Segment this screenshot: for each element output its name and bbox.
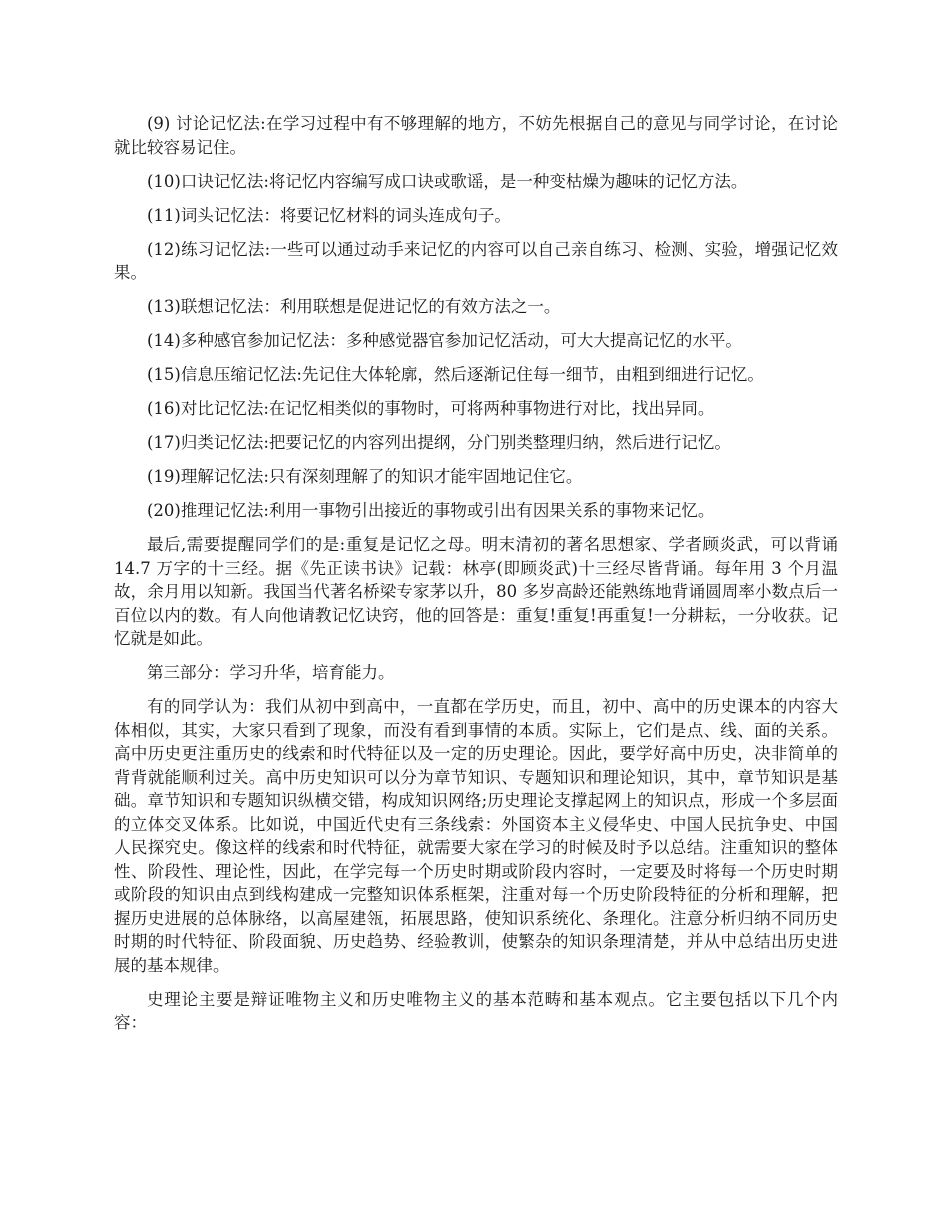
document-body [114,112,838,1045]
paragraph-method-20: (20)推理记忆法:利用一事物引出接近的事物或引出有因果关系的事物来记忆。 [147,501,715,520]
paragraph-method-16: (16)对比记忆法:在记忆相类似的事物时，可将两种事物进行对比，找出异同。 [147,399,715,418]
paragraph-method-14: (14)多种感官参加记忆法：多种感觉器官参加记忆活动，可大大提高记忆的水平。 [147,331,742,350]
paragraph-method-17: (17)归类记忆法:把要记忆的内容列出提纲，分门别类整理归纳，然后进行记忆。 [147,433,731,452]
paragraph-method-11: (11)词头记忆法：将要记忆材料的词头连成句子。 [147,205,511,225]
section-heading-part-three: 第三部分：学习升华，培育能力。 [147,663,395,682]
paragraph-method-19: (19)理解记忆法:只有深刻理解了的知识才能牢固地记住它。 [147,467,583,486]
paragraph-method-12: (12)练习记忆法:一些可以通过动手来记忆的内容可以自己亲自练习、检测、实验，增强记忆效果。 [114,239,838,282]
paragraph-history-structure: 有的同学认为：我们从初中到高中，一直都在学历史，而且，初中、高中的历史课本的内容大体相似，其实，大家只看到了现象，而没有看到事情的本质。实际上，它们是点、线、面的关系。高中历史更注重历史的线索和时代特征以及一定的历史理论。因此，要学好高中历史，决非简单的背背就能顺利过关。高中历史知识可以分为章节知识、专题知识和理论知识，其中，章节知识是基础。章节知识和专题知识纵横交错，构成知识网络;历史理论支撑起网上的知识点，形成一个多层面的立体交叉体系。比如说，中国近代史有三条线索：外国资本主义侵华史、中国人民抗争史、中国人民探究史。像这样的线索和时代特征，就需要大家在学习的时候及时予以总结。注重知识的整体性、阶段性、理论性，因此，在学完每一个历史时期或阶段内容时，一定要及时将每一个历史时期或阶段的知识由点到线构建成一完整知识体系框架，注重对每一个历史阶段特征的分析和理解，把握历史进展的总体脉络，以高屋建瓴，拓展思路，使知识系统化、条理化。注意分析归纳不同历史时期的时代特征、阶段面貌、历史趋势、经验教训，使繁杂的知识条理清楚，并从中总结出历史进展的基本规律。 [114,697,838,975]
paragraph-repetition: 最后,需要提醒同学们的是:重复是记忆之母。明末清初的著名思想家、学者顾炎武，可以背诵 14.7 万字的十三经。据《先正读书诀》记载：林亭(即顾炎武)十三经尽皆背诵。每年用 3 个月温故，余月用以知新。我国当代著名桥梁专家茅以升，80 多岁高龄还能熟练地背诵圆周率小数点后一百位以内的数。有人向他请教记忆诀窍，他的回答是：重复!重复!再重复!一分耕耘，一分收获。记忆就是如此。 [114,535,838,648]
paragraph-method-15: (15)信息压缩记忆法:先记住大体轮廓，然后逐渐记住每一细节，由粗到细进行记忆。 [147,365,764,384]
paragraph-history-theory: 史理论主要是辩证唯物主义和历史唯物主义的基本范畴和基本观点。它主要包括以下几个内容： [114,989,838,1032]
paragraph-method-10: (10)口诀记忆法:将记忆内容编写成口诀或歌谣，是一种变枯燥为趣味的记忆方法。 [147,171,748,191]
paragraph-method-9: (9) 讨论记忆法:在学习过程中有不够理解的地方，不妨先根据自己的意见与同学讨论，在讨论就比较容易记住。 [114,114,838,157]
paragraph-method-13: (13)联想记忆法：利用联想是促进记忆的有效方法之一。 [147,297,561,316]
